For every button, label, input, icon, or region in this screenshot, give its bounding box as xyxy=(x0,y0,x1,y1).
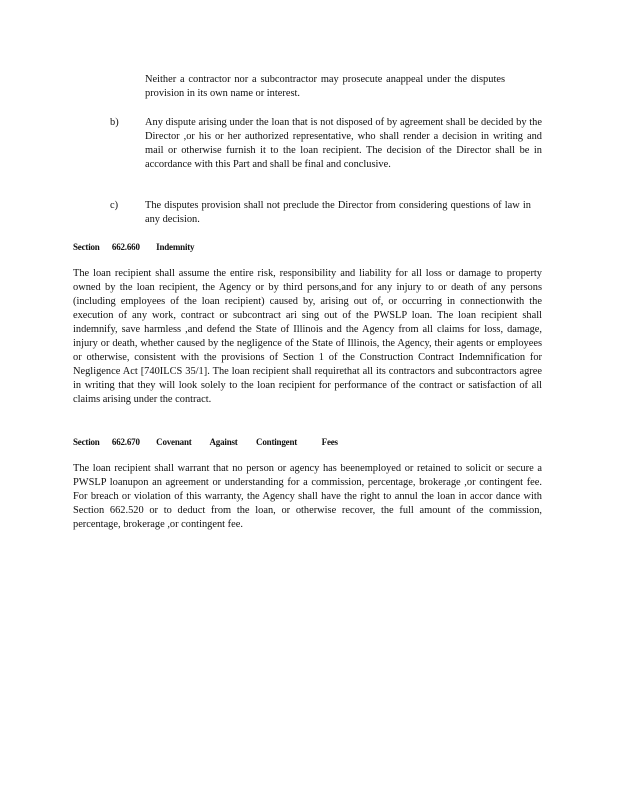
item-b-text: Any dispute arising under the loan that is not disposed of by agreement shall be decided by the Director ,or his or her authorized representative, who shall render a decision in writing and mail or otherwise furnish it to the loan recipient. The decision of the Director shall be in accordance with this Part and shall be final and conclusive. xyxy=(145,117,542,170)
intro-paragraph: Neither a contractor nor a subcontractor may prosecute anappeal under the disputes provision in its own name or interest. xyxy=(145,74,505,99)
item-c-text: The disputes provision shall not preclude the Director from considering questions of law in any decision. xyxy=(145,200,531,225)
section-662-660-heading: Section 662.660 Indemnity xyxy=(73,242,195,252)
section-662-670-heading: Section 662.670 Covenant Against Contingent Fees xyxy=(73,437,338,447)
section-662-670-body: The loan recipient shall warrant that no person or agency has beenemployed or retained to solicit or secure a PWSLP loanupon an agreement or understanding for a commission, percentage, brokerage ,or contingent fee. For breach or violation of this warranty, the Agency shall have the right to annul the loan in accor dance with Section 662.520 or to deduct from the loan, or otherwise recover, the full amount of the commission, percentage, brokerage ,or contingent fee. xyxy=(73,463,542,530)
item-b-label: b) xyxy=(110,117,119,128)
section-662-660-body: The loan recipient shall assume the entire risk, responsibility and liability for all loss or damage to property owned by the loan recipient, the Agency or by third persons,and for any injury to or death of any persons (including employees of the loan recipient) caused by, arising out of, or occurring in connectionwith the execution of any work, contract or subcontract ari sing out of the PWSLP loan. The loan recipient shall indemnify, save harmless ,and defend the State of Illinois and the Agency from all claims for loss, damage, injury or death, whether caused by the negligence of the State of Illinois, the Agency, their agents or employees or otherwise, consistent with the provisions of Section 1 of the Construction Contract Indemnification for Negligence Act [740ILCS 35/1]. The loan recipient shall requirethat all its contractors and subcontractors agree in writing that they will look solely to the loan recipient for performance of the contract or satisfaction of all claims arising under the contract. xyxy=(73,268,542,405)
item-c-label: c) xyxy=(110,200,119,211)
